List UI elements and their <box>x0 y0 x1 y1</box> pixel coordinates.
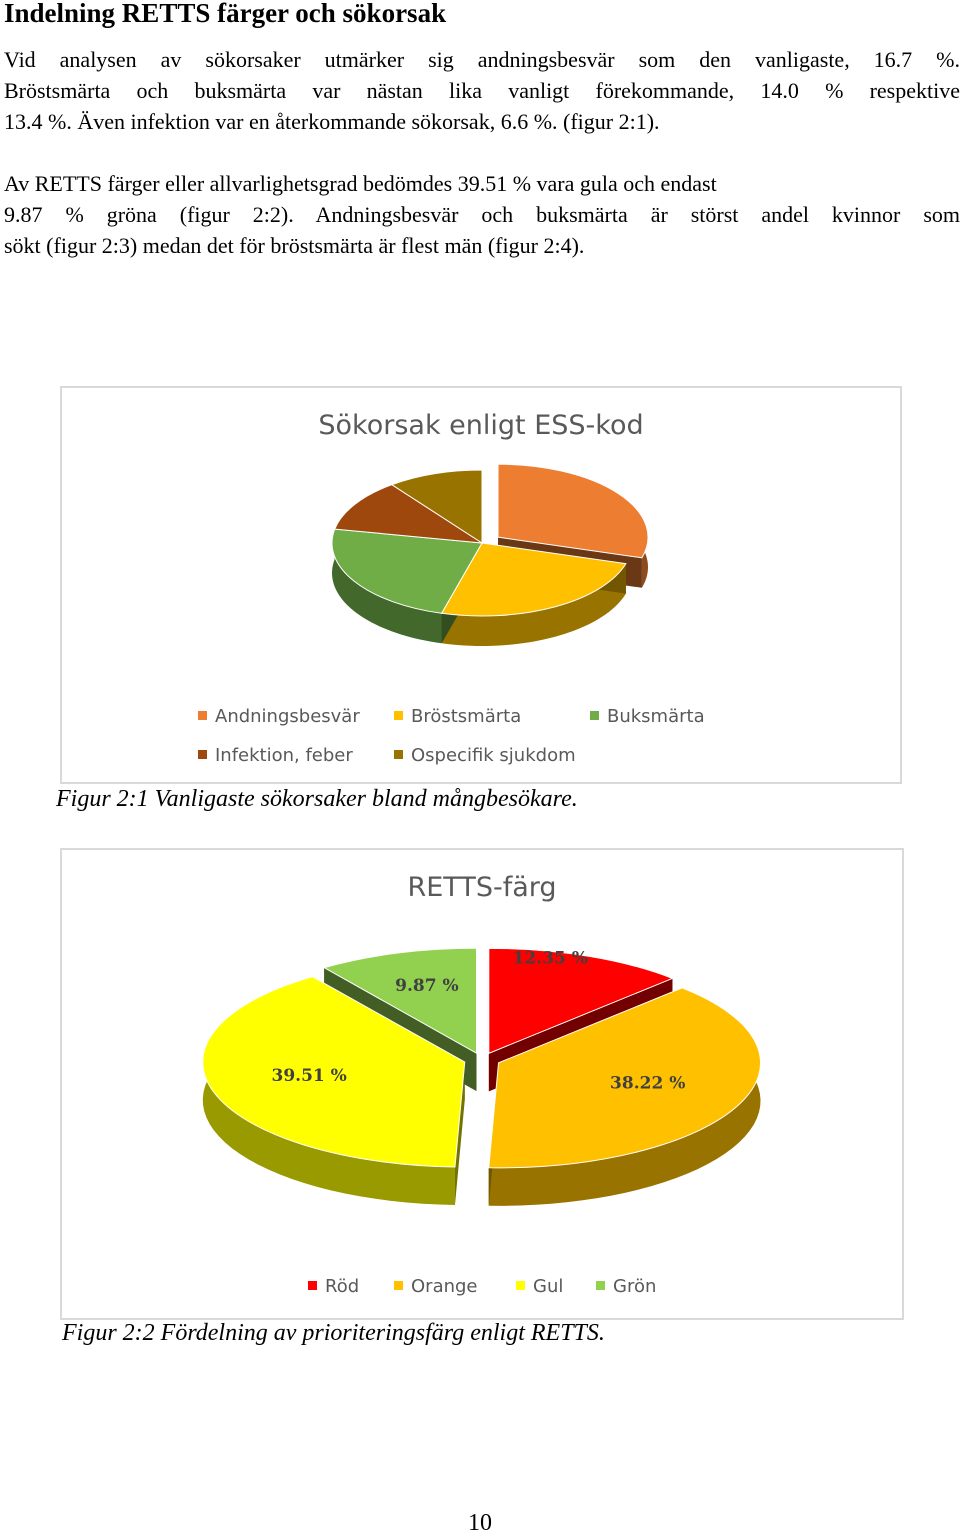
legend-item-brostsmarta <box>394 706 521 727</box>
chart-search-reasons <box>60 386 902 784</box>
legend-label: Infektion, feber <box>215 745 353 766</box>
legend-item-rod <box>308 1276 359 1297</box>
legend-swatch <box>394 711 403 720</box>
legend-swatch <box>198 750 207 759</box>
legend-label: Andningsbesvär <box>215 706 360 727</box>
legend-swatch <box>394 750 403 759</box>
legend-label: Grön <box>613 1276 657 1297</box>
paragraph-retts-colors <box>4 168 960 261</box>
legend-label: Gul <box>533 1276 564 1297</box>
legend-item-ospecifik <box>394 745 576 766</box>
data-label-orange: 38.22 % <box>610 1073 686 1094</box>
chart-retts-color <box>60 848 904 1320</box>
figure-caption: Figur 2:2 Fördelning av prioriteringsfärg enligt RETTS. <box>62 1320 605 1346</box>
paragraph-line: 9.87 % gröna (figur 2:2). Andningsbesvär och buksmärta är störst andel kvinnor som <box>4 202 960 227</box>
paragraph-line: sökt (figur 2:3) medan det för bröstsmärta är flest män (figur 2:4). <box>4 233 585 258</box>
legend-label: Röd <box>325 1276 360 1297</box>
legend-swatch <box>198 711 207 720</box>
legend-swatch <box>596 1281 605 1290</box>
legend-swatch <box>394 1281 403 1290</box>
legend-item-gron <box>596 1276 656 1297</box>
paragraph-search-reasons <box>4 44 960 137</box>
legend-label: Ospecifik sjukdom <box>411 745 576 766</box>
legend-swatch <box>308 1281 317 1290</box>
section-heading: Indelning RETTS färger och sökorsak <box>4 0 447 28</box>
legend-swatch <box>590 711 599 720</box>
legend-item-orange <box>394 1276 478 1297</box>
legend-label: Buksmärta <box>607 706 705 727</box>
data-label-gul: 39.51 % <box>271 1065 347 1086</box>
data-label-r-d: 12.35 % <box>512 948 588 969</box>
figure-caption: Figur 2:1 Vanligaste sökorsaker bland mångbesökare. <box>56 786 578 812</box>
data-label-gr-n: 9.87 % <box>395 976 459 997</box>
pie-chart-retts-color <box>62 850 902 1318</box>
paragraph-line: Bröstsmärta och buksmärta var nästan lika vanligt förekommande, 14.0 % respektive <box>4 78 960 103</box>
chart-title: Sökorsak enligt ESS-kod <box>318 410 644 441</box>
legend-item-gul <box>516 1276 563 1297</box>
legend-label: Bröstsmärta <box>411 706 522 727</box>
paragraph-line: Av RETTS färger eller allvarlighetsgrad bedömdes 39.51 % vara gula och endast <box>4 171 717 196</box>
paragraph-line: 13.4 %. Även infektion var en återkommande sökorsak, 6.6 %. (figur 2:1). <box>4 109 660 134</box>
legend-item-infektion <box>198 745 353 766</box>
legend-item-buksmarta <box>590 706 705 727</box>
legend-item-andningsbesvar <box>198 706 360 727</box>
page-number: 10 <box>468 1510 492 1536</box>
chart-title: RETTS-färg <box>407 872 557 903</box>
paragraph-line: Vid analysen av sökorsaker utmärker sig andningsbesvär som den vanligaste, 16.7 %. <box>4 47 960 72</box>
legend-swatch <box>516 1281 525 1290</box>
legend-label: Orange <box>411 1276 478 1297</box>
